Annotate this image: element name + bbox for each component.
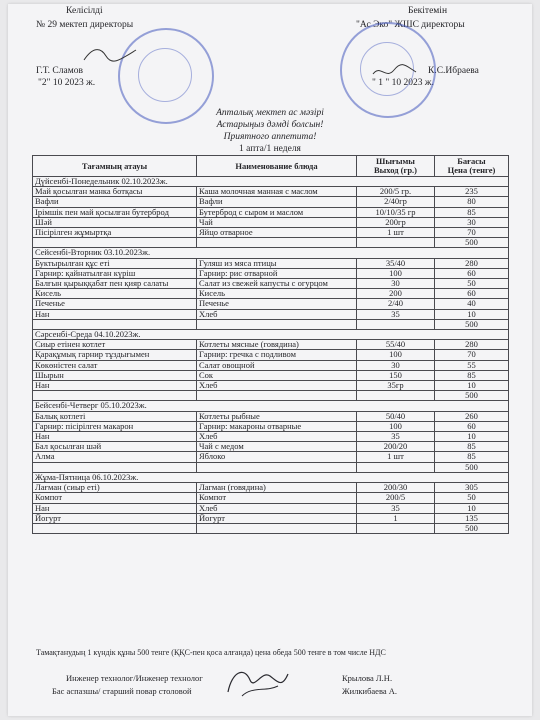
day-total-price: 500 [435,462,509,472]
dish-name-ru: Хлеб [197,381,357,391]
dish-row [33,483,509,493]
dish-name-kz: Нан [33,503,197,513]
empty-cell [197,238,357,248]
dish-price: 260 [435,411,509,421]
dish-price: 85 [435,442,509,452]
left-signature [80,42,140,66]
dish-price: 85 [435,452,509,462]
dish-row [33,309,509,319]
dish-price: 30 [435,217,509,227]
dish-name-ru: Сок [197,370,357,380]
dish-price: 55 [435,360,509,370]
day-header-row [33,330,509,340]
left-approve-date: "2" 10 2023 ж. [38,78,96,88]
dish-price: 10 [435,503,509,513]
dish-name-kz: Ірімшік пен май қосылған бутерброд [33,207,197,217]
empty-cell [357,319,435,329]
dish-yield: 35 [357,503,435,513]
dish-price: 70 [435,228,509,238]
dish-price: 50 [435,493,509,503]
dish-name-kz: Буктырылған құс еті [33,258,197,268]
day-total-row [33,391,509,401]
right-approve-date: " 1 " 10 2023 ж. [372,78,434,88]
dish-price: 10 [435,432,509,442]
dish-yield: 200/30 [357,483,435,493]
dish-name-kz: Гарнир: пісірілген макарон [33,421,197,431]
empty-cell [197,391,357,401]
dish-name-kz: Нан [33,432,197,442]
empty-cell [33,319,197,329]
dish-price: 235 [435,187,509,197]
dish-name-kz: Балық котлеті [33,411,197,421]
dish-row [33,360,509,370]
dish-name-kz: Йогурт [33,513,197,523]
col-header-price: Бағасы Цена (тенге) [435,156,509,177]
dish-name-ru: Кисель [197,289,357,299]
dish-yield: 1 шт [357,452,435,462]
day-title: Дүйсенбі-Понедельник 02.10.2023ж. [33,177,509,187]
dish-row [33,381,509,391]
dish-yield: 55/40 [357,340,435,350]
empty-cell [197,523,357,533]
dish-name-ru: Гарнир: макароны отварные [197,421,357,431]
dish-price: 280 [435,258,509,268]
heading-week: 1 апта/1 неделя [239,144,301,154]
empty-cell [357,462,435,472]
col-header-yield: Шығымы Выход (гр.) [357,156,435,177]
dish-name-ru: Хлеб [197,432,357,442]
dish-price: 305 [435,483,509,493]
dish-yield: 100 [357,350,435,360]
dish-yield: 30 [357,360,435,370]
dish-yield: 200/5 гр. [357,187,435,197]
menu-body [33,177,509,534]
day-header-row [33,177,509,187]
dish-row [33,432,509,442]
dish-yield: 200гр [357,217,435,227]
dish-price: 280 [435,340,509,350]
dish-name-kz: Бал қосылған шәй [33,442,197,452]
dish-row [33,299,509,309]
empty-cell [33,391,197,401]
day-header-row [33,472,509,482]
left-approve-name: Г.Т. Сламов [36,66,83,76]
dish-row [33,513,509,523]
dish-price: 40 [435,299,509,309]
right-approve-position: "Ас Эко" ЖШС директоры [356,20,465,30]
dish-name-kz: Қарақұмық гарнир тұздығымен [33,350,197,360]
dish-yield: 1 шт [357,228,435,238]
dish-row [33,289,509,299]
dish-yield: 200/20 [357,442,435,452]
cook-label: Бас аспазшы/ старший повар столовой [52,686,192,696]
dish-name-ru: Гуляш из мяса птицы [197,258,357,268]
left-approve-label: Келісілді [66,6,103,16]
tech-name: Крылова Л.Н. [342,673,393,683]
dish-yield: 35гр [357,381,435,391]
dish-name-ru: Котлеты рыбные [197,411,357,421]
dish-price: 60 [435,268,509,278]
dish-row [33,217,509,227]
dish-row [33,452,509,462]
empty-cell [357,238,435,248]
dish-name-ru: Чай [197,217,357,227]
dish-yield: 1 [357,513,435,523]
dish-name-ru: Каша молочная манная с маслом [197,187,357,197]
dish-name-ru: Яйцо отварное [197,228,357,238]
dish-row [33,442,509,452]
footer-note: Тамақтанудың 1 күндік құны 500 тенге (ҚҚС-пен қоса алғанда) цена обеда 500 тенге в том числе НДС [36,648,386,657]
dish-yield: 100 [357,421,435,431]
heading-ru-wish: Приятного аппетита! [223,132,317,142]
dish-row [33,370,509,380]
dish-name-ru: Салат из свежей капусты с огурцом [197,279,357,289]
dish-name-ru: Гарнир: гречка с подливом [197,350,357,360]
left-approve-position: № 29 мектеп директоры [36,20,134,30]
dish-price: 135 [435,513,509,523]
dish-price: 60 [435,421,509,431]
dish-yield: 35/40 [357,258,435,268]
dish-name-ru: Гарнир: рис отварной [197,268,357,278]
right-signature [370,60,420,82]
day-title: Сәрсенбі-Среда 04.10.2023ж. [33,330,509,340]
dish-row [33,279,509,289]
dish-name-kz: Шырын [33,370,197,380]
dish-name-kz: Май қосылған манка ботқасы [33,187,197,197]
dish-price: 85 [435,370,509,380]
dish-name-ru: Котлеты мясные (говядина) [197,340,357,350]
col-header-kz: Тағамның атауы [33,156,197,177]
dish-row [33,503,509,513]
day-title: Сейсенбі-Вторник 03.10.2023ж. [33,248,509,258]
dish-row [33,187,509,197]
dish-name-kz: Компот [33,493,197,503]
dish-yield: 100 [357,268,435,278]
day-header-row [33,401,509,411]
dish-yield: 35 [357,309,435,319]
dish-name-kz: Пісірілген жұмыртқа [33,228,197,238]
dish-name-kz: Сиыр етінен котлет [33,340,197,350]
dish-yield: 200/5 [357,493,435,503]
dish-price: 80 [435,197,509,207]
day-total-price: 500 [435,238,509,248]
day-total-price: 500 [435,319,509,329]
footer-signature [222,662,292,702]
empty-cell [357,523,435,533]
dish-name-kz: Алма [33,452,197,462]
dish-name-kz: Вафли [33,197,197,207]
dish-row [33,268,509,278]
dish-name-ru: Салат овощной [197,360,357,370]
empty-cell [33,462,197,472]
dish-row [33,228,509,238]
dish-yield: 10/10/35 гр [357,207,435,217]
dish-name-ru: Бутерброд с сыром и маслом [197,207,357,217]
dish-name-ru: Йогурт [197,513,357,523]
day-total-row [33,319,509,329]
dish-row [33,197,509,207]
dish-yield: 150 [357,370,435,380]
dish-name-kz: Кисель [33,289,197,299]
dish-row [33,493,509,503]
dish-name-kz: Лағман (сиыр еті) [33,483,197,493]
empty-cell [357,391,435,401]
dish-row [33,207,509,217]
dish-row [33,340,509,350]
dish-name-kz: Нан [33,381,197,391]
dish-price: 85 [435,207,509,217]
dish-price: 70 [435,350,509,360]
dish-name-kz: Балғын қырыққабат пен қияр салаты [33,279,197,289]
cook-name: Жилкибаева А. [342,686,398,696]
empty-cell [33,238,197,248]
day-title: Жұма-Пятница 06.10.2023ж. [33,472,509,482]
dish-row [33,411,509,421]
dish-row [33,258,509,268]
dish-price: 60 [435,289,509,299]
dish-row [33,350,509,360]
day-total-price: 500 [435,391,509,401]
dish-name-ru: Печенье [197,299,357,309]
dish-name-kz: Гарнир: қайнатылған күріш [33,268,197,278]
dish-yield: 2/40 [357,299,435,309]
empty-cell [33,523,197,533]
dish-name-ru: Вафли [197,197,357,207]
dish-row [33,421,509,431]
day-total-row [33,523,509,533]
menu-table [32,155,509,534]
dish-price: 50 [435,279,509,289]
dish-name-kz: Печенье [33,299,197,309]
dish-name-ru: Чай с медом [197,442,357,452]
day-total-row [33,238,509,248]
dish-yield: 200 [357,289,435,299]
dish-price: 10 [435,381,509,391]
dish-name-kz: Көкөністен салат [33,360,197,370]
dish-name-ru: Лагман (говядина) [197,483,357,493]
dish-yield: 2/40гр [357,197,435,207]
right-approve-label: Бекітемін [408,6,448,16]
empty-cell [197,319,357,329]
day-total-price: 500 [435,523,509,533]
day-title: Бейсенбі-Четверг 05.10.2023ж. [33,401,509,411]
dish-yield: 50/40 [357,411,435,421]
dish-name-ru: Компот [197,493,357,503]
dish-yield: 30 [357,279,435,289]
col-header-ru: Наименование блюда [197,156,357,177]
dish-name-ru: Хлеб [197,309,357,319]
dish-yield: 35 [357,432,435,442]
dish-name-kz: Шәй [33,217,197,227]
empty-cell [197,462,357,472]
day-total-row [33,462,509,472]
tech-label: Инженер технолог/Инженер технолог [66,673,203,683]
dish-name-kz: Нан [33,309,197,319]
right-approve-name: К.С.Ибраева [428,66,479,76]
dish-price: 10 [435,309,509,319]
dish-name-ru: Хлеб [197,503,357,513]
day-header-row [33,248,509,258]
dish-name-ru: Яблоко [197,452,357,462]
heading-kz: Апталық мектеп ас мәзірі [216,108,324,118]
heading-kz-wish: Астарыңыз дәмді болсын! [216,120,324,130]
